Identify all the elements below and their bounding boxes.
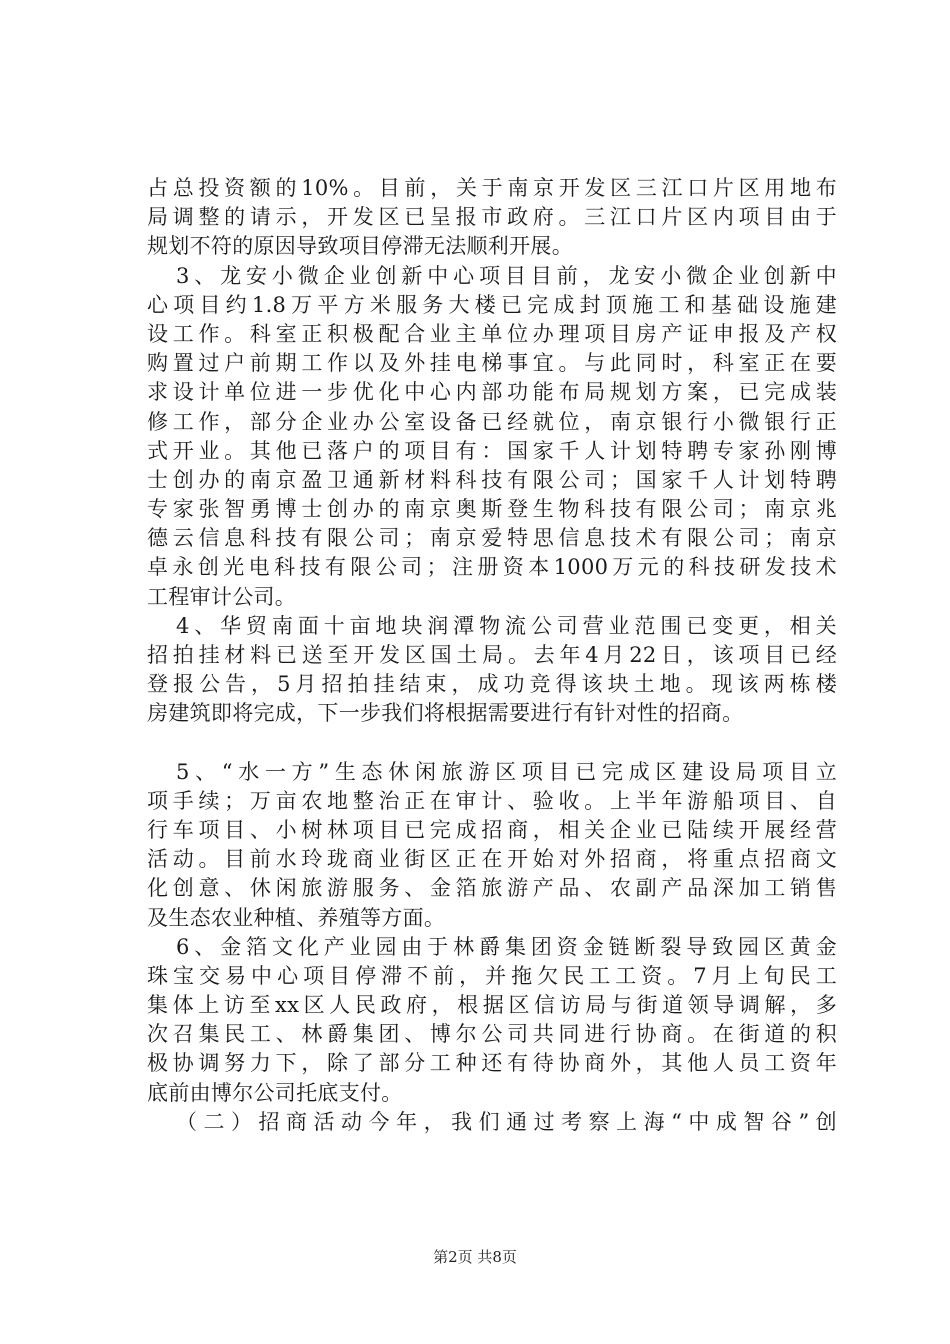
text-line: 规划不符的原因导致项目停滞无法顺利开展。 bbox=[147, 234, 573, 259]
text-line: 购置过户前期工作以及外挂电梯事宜。与此同时，科室正在要 bbox=[147, 351, 837, 376]
paragraph bbox=[147, 262, 837, 612]
text-line: 珠宝交易中心项目停滞不前，并拖欠民工工资。7月上旬民工 bbox=[147, 963, 837, 988]
text-line: 式开业。其他已落户的项目有：国家千人计划特聘专家孙刚博 bbox=[147, 438, 837, 463]
text-line: 集体上访至xx区人民政府，根据区信访局与街道领导调解，多 bbox=[147, 993, 837, 1018]
text-line: 化创意、休闲旅游服务、金箔旅游产品、农副产品深加工销售 bbox=[147, 876, 837, 901]
text-line: 卓永创光电科技有限公司；注册资本1000万元的科技研发技术 bbox=[147, 555, 837, 580]
text-line: 士创办的南京盈卫通新材料科技有限公司；国家千人计划特聘 bbox=[147, 467, 837, 492]
document-body bbox=[147, 174, 837, 1137]
text-line: 活动。目前水玲珑商业街区正在开始对外招商，将重点招商文 bbox=[147, 847, 837, 872]
paragraph bbox=[147, 174, 837, 262]
paragraph bbox=[147, 933, 837, 1108]
text-line: 招拍挂材料已送至开发区国土局。去年4月22日，该项目已经 bbox=[147, 643, 837, 667]
text-line: 修工作，部分企业办公室设备已经就位，南京银行小微银行正 bbox=[147, 409, 837, 434]
paragraph bbox=[147, 758, 837, 933]
text-line: 房建筑即将完成，下一步我们将根据需要进行有针对性的招商。 bbox=[147, 701, 744, 726]
text-line: 工程审计公司。 bbox=[147, 584, 297, 609]
text-line: 占总投资额的10%。目前，关于南京开发区三江口片区用地布 bbox=[147, 176, 837, 200]
text-line: 求设计单位进一步优化中心内部功能布局规划方案，已完成装 bbox=[147, 380, 837, 405]
paragraph bbox=[147, 612, 837, 729]
page-number-footer: 第2页 共8页 bbox=[433, 1248, 517, 1266]
text-line: （二）招商活动今年，我们通过考察上海“中成智谷”创 bbox=[176, 1109, 837, 1134]
text-line: 局调整的请示，开发区已呈报市政府。三江口片区内项目由于 bbox=[147, 205, 837, 230]
text-line: 6、金箔文化产业园由于林爵集团资金链断裂导致园区黄金 bbox=[176, 934, 837, 959]
text-line: 德云信息科技有限公司；南京爱特思信息技术有限公司；南京 bbox=[147, 526, 837, 551]
text-line: 次召集民工、林爵集团、博尔公司共同进行协商。在街道的积 bbox=[147, 1022, 837, 1047]
text-line: 底前由博尔公司托底支付。 bbox=[147, 1080, 403, 1105]
text-line: 4、华贸南面十亩地块润潭物流公司营业范围已变更，相关 bbox=[176, 613, 837, 638]
paragraph bbox=[147, 1108, 837, 1137]
text-line: 设工作。科室正积极配合业主单位办理项目房产证申报及产权 bbox=[147, 321, 837, 346]
text-line: 行车项目、小树林项目已完成招商，相关企业已陆续开展经营 bbox=[147, 817, 837, 842]
text-line: 及生态农业种植、养殖等方面。 bbox=[147, 905, 446, 930]
text-line: 心项目约1.8万平方米服务大楼已完成封顶施工和基础设施建 bbox=[147, 292, 837, 317]
text-line: 专家张智勇博士创办的南京奥斯登生物科技有限公司；南京兆 bbox=[147, 497, 837, 522]
text-line: 极协调努力下，除了部分工种还有待协商外，其他人员工资年 bbox=[147, 1051, 837, 1076]
text-line: 项手续；万亩农地整治正在审计、验收。上半年游船项目、自 bbox=[147, 788, 837, 813]
text-line: 登报公告，5月招拍挂结束，成功竞得该块土地。现该两栋楼 bbox=[147, 672, 837, 697]
paragraph-gap bbox=[147, 729, 837, 758]
text-line: 3、龙安小微企业创新中心项目目前，龙安小微企业创新中 bbox=[176, 263, 837, 288]
text-line: 5、“水一方”生态休闲旅游区项目已完成区建设局项目立 bbox=[176, 759, 837, 784]
